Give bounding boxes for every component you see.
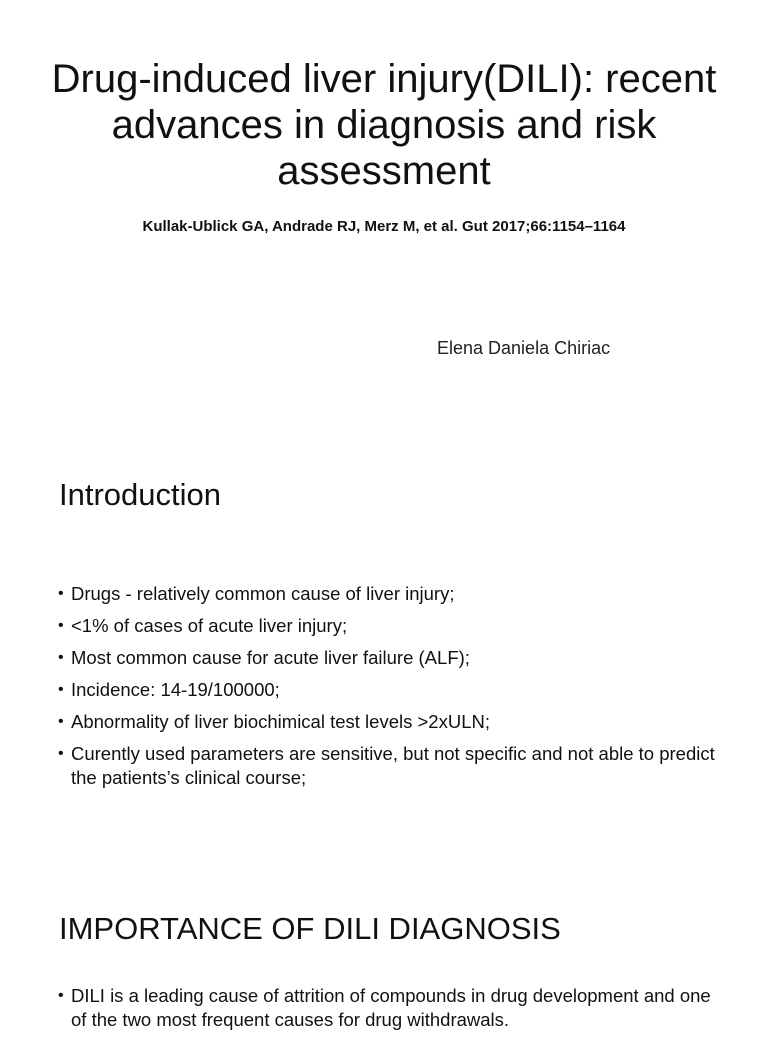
importance-slide [0, 864, 768, 1030]
importance-bullet-list [59, 984, 720, 1040]
author-name: Elena Daniela Chiriac [437, 338, 611, 358]
bullet-text: Incidence: 14-19/100000; [71, 679, 280, 700]
bullet-icon: • [58, 681, 64, 698]
introduction-slide [0, 432, 768, 864]
bullet-icon: • [58, 713, 64, 730]
bullet-item [59, 984, 720, 1032]
presentation-title: Drug-induced liver injury(DILI): recent advances in diagnosis and risk assessment [51, 57, 717, 193]
bullet-icon: • [58, 987, 64, 1004]
bullet-item [59, 614, 720, 638]
bullet-item [59, 646, 720, 670]
bullet-item [59, 742, 720, 790]
bullet-text: <1% of cases of acute liver injury; [71, 615, 348, 636]
title-slide [0, 0, 768, 432]
importance-heading: IMPORTANCE OF DILI DIAGNOSIS [59, 911, 561, 946]
citation: Kullak-Ublick GA, Andrade RJ, Merz M, et al. Gut 2017;66:1154–1164 [142, 218, 626, 235]
bullet-icon: • [58, 649, 64, 666]
bullet-icon: • [58, 617, 64, 634]
introduction-bullet-list [59, 582, 720, 798]
bullet-icon: • [58, 745, 64, 762]
bullet-text: Most common cause for acute liver failure (ALF); [71, 647, 470, 668]
bullet-item [59, 582, 720, 606]
bullet-text: Drugs - relatively common cause of liver injury; [71, 583, 455, 604]
bullet-icon: • [58, 585, 64, 602]
bullet-text: Abnormality of liver biochimical test levels >2xULN; [71, 711, 490, 732]
bullet-item [59, 710, 720, 734]
bullet-text: DILI is a leading cause of attrition of compounds in drug development and one of the two most frequent causes for drug withdrawals. [71, 985, 711, 1030]
bullet-item [59, 678, 720, 702]
introduction-heading: Introduction [59, 477, 221, 512]
bullet-text: Curently used parameters are sensitive, but not specific and not able to predict the patients’s clinical course; [71, 743, 715, 788]
